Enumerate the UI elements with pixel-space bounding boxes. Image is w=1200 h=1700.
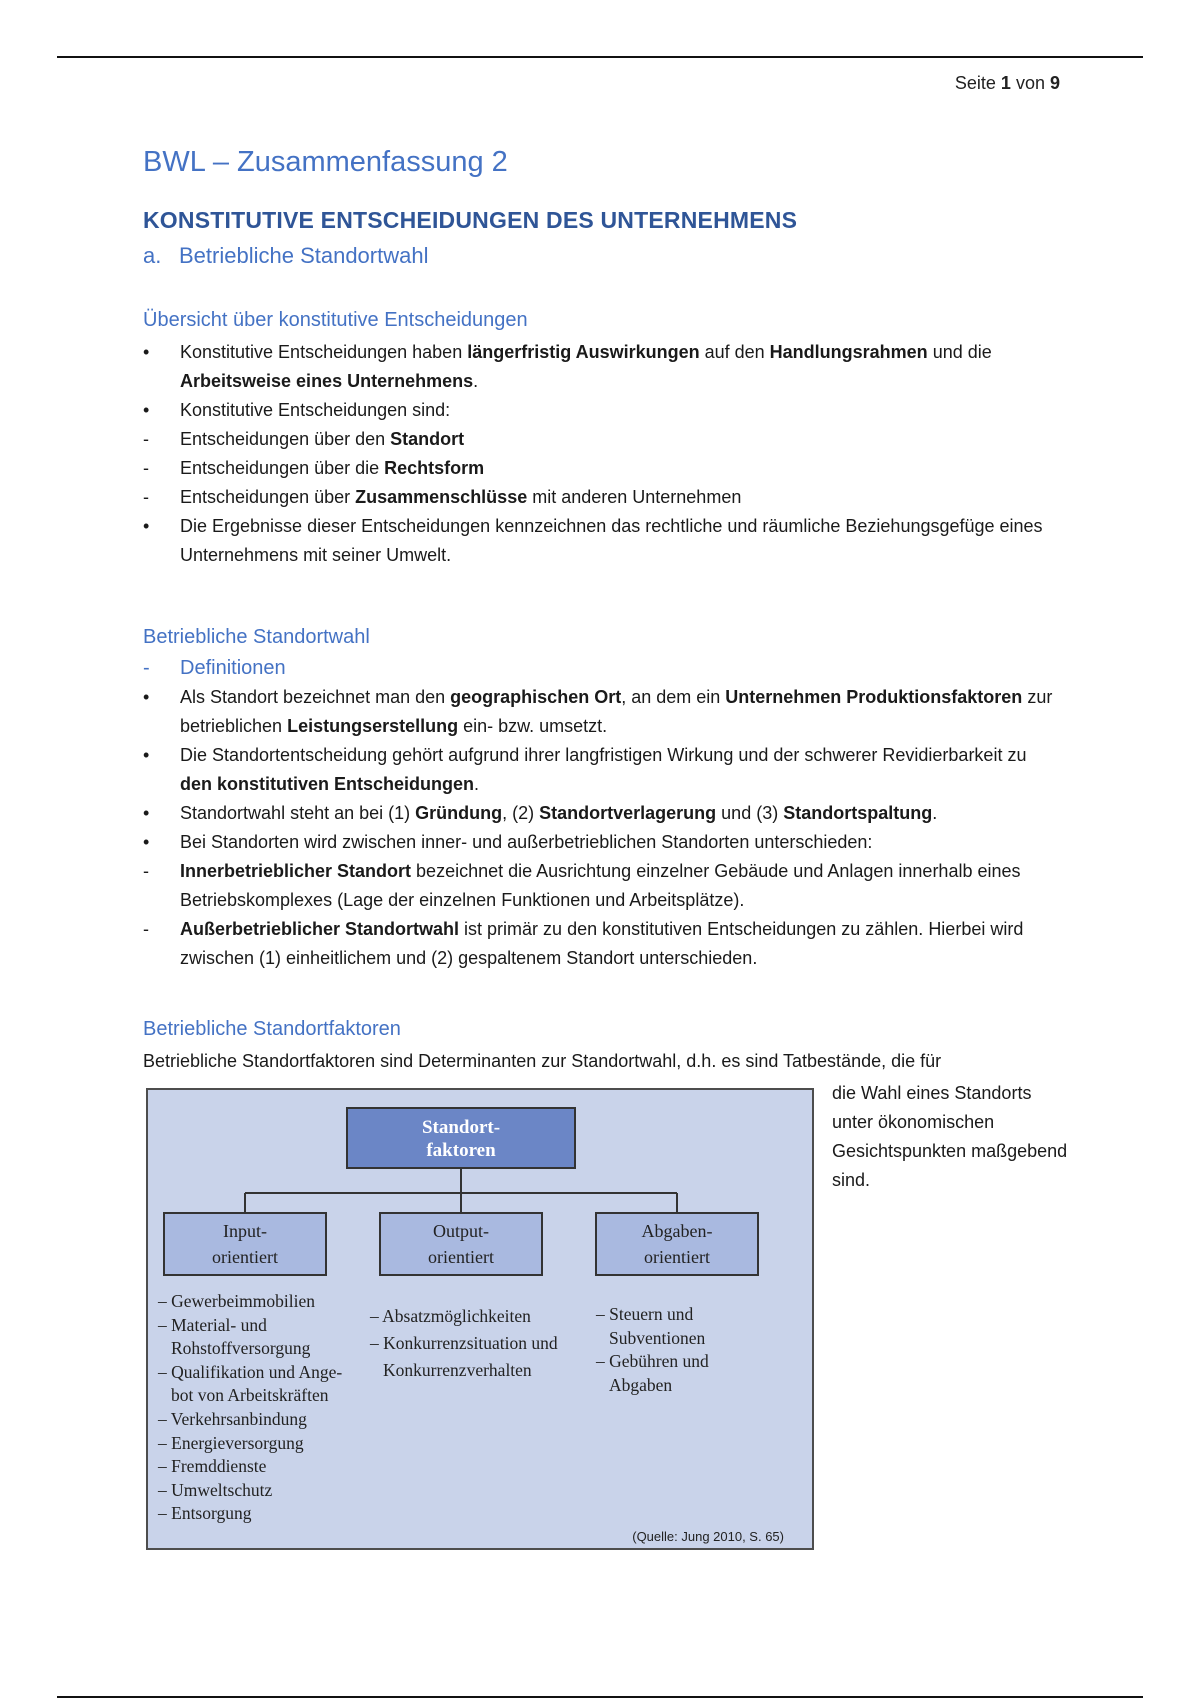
list-item	[143, 512, 1063, 570]
list-item	[143, 425, 1063, 454]
factor-line: – Energieversorgung	[158, 1432, 304, 1453]
text-run: Die Standortentscheidung gehört aufgrund ihrer langfristigen Wirkung und der schwerer Revidierbarkeit zu	[180, 745, 1027, 765]
bold-text: Handlungsrahmen	[769, 342, 928, 362]
text-run: zur betrieblichen	[180, 687, 1053, 736]
dash-marker: -	[143, 657, 150, 679]
abgaben-factors-list	[596, 1303, 709, 1397]
text-run: Konstitutive Entscheidungen haben	[180, 342, 468, 362]
box-main-line1: Standort-	[421, 1117, 501, 1138]
list-item	[143, 654, 1063, 683]
dash-marker: -	[143, 487, 149, 507]
section-standortwahl-heading: Betriebliche Standortwahl	[143, 626, 370, 648]
standortfaktoren-diagram	[146, 1088, 814, 1550]
text-run: Entscheidungen über die	[180, 458, 385, 478]
bold-text: Standortspaltung	[783, 803, 933, 823]
box-output-orientiert	[379, 1212, 543, 1276]
text-run: Die Ergebnisse dieser Entscheidungen kennzeichnen das rechtliche und räumliche Beziehungsgefüge eines Unternehmens mit seiner Umwelt.	[180, 516, 1043, 565]
list-item	[143, 454, 1063, 483]
factor-line: – Konkurrenzsituation und	[370, 1333, 558, 1353]
factor-line: Abgaben	[609, 1374, 673, 1395]
bold-text: längerfristig Auswirkungen	[467, 342, 700, 362]
list-item	[143, 741, 1063, 799]
box-standortfaktoren	[346, 1107, 576, 1169]
box-input-orientiert	[163, 1212, 327, 1276]
factor-line: bot von Arbeitskräften	[171, 1385, 329, 1406]
list-item	[143, 483, 1063, 512]
text-run: .	[932, 803, 938, 823]
box-main-line2: faktoren	[426, 1140, 496, 1161]
factor-line: – Gebühren und	[596, 1351, 709, 1372]
standortwahl-list	[143, 654, 1063, 973]
bold-text: geographischen Ort	[450, 687, 622, 707]
standortfaktoren-paragraph-line1: Betriebliche Standortfaktoren sind Determinanten zur Standortwahl, d.h. es sind Tatbestände, die für	[143, 1051, 942, 1071]
box-output-line1: Output-	[433, 1221, 489, 1241]
factor-line: – Entsorgung	[158, 1503, 252, 1524]
bold-text: Leistungserstellung	[287, 716, 459, 736]
list-item	[143, 828, 1063, 857]
bold-text: Standort	[390, 429, 465, 449]
factor-line: – Absatzmöglichkeiten	[370, 1306, 531, 1326]
list-item	[143, 683, 1063, 741]
list-item	[143, 799, 1063, 828]
box-abgaben-line1: Abgaben-	[641, 1221, 713, 1241]
list-item	[143, 338, 1063, 396]
bold-text: den konstitutiven Entscheidungen	[180, 774, 475, 794]
factor-line: – Qualifikation und Ange-	[158, 1361, 343, 1382]
factor-line: – Material- und	[158, 1314, 267, 1335]
factor-line: – Steuern und	[596, 1304, 694, 1324]
factor-line: Rohstoffversorgung	[171, 1338, 311, 1359]
bullet-marker: •	[143, 745, 150, 765]
page-label: Seite	[954, 73, 996, 93]
bold-text: Rechtsform	[384, 458, 485, 478]
box-input-line2: orientiert	[212, 1247, 278, 1267]
text-run: .	[474, 774, 480, 794]
factor-line: Subventionen	[609, 1327, 706, 1348]
text-run: Konstitutive Entscheidungen sind:	[180, 400, 451, 420]
page-current: 1	[1000, 73, 1011, 93]
text-run: mit anderen Unternehmen	[527, 487, 742, 507]
standortfaktoren-paragraph-rest: die Wahl eines Standorts unter ökonomischen Gesichtspunkten maßgebend sind.	[832, 1083, 1068, 1190]
page-total: 9	[1049, 73, 1060, 93]
text-run: Entscheidungen über den	[180, 429, 391, 449]
box-input-line1: Input-	[223, 1221, 267, 1241]
input-factors-list	[158, 1290, 342, 1526]
bold-text: Innerbetrieblicher Standort	[180, 861, 412, 881]
bullet-marker: •	[143, 832, 150, 852]
bold-text: Außerbetrieblicher Standortwahl	[180, 919, 460, 939]
page-number	[860, 73, 1060, 94]
text-run: , (2)	[502, 803, 540, 823]
text-run: Standortwahl steht an bei (1)	[180, 803, 416, 823]
bullet-marker: •	[143, 803, 150, 823]
dash-marker: -	[143, 458, 149, 478]
box-output-line2: orientiert	[428, 1247, 494, 1267]
list-item	[143, 915, 1063, 973]
bold-text: Arbeitsweise eines Unternehmens	[180, 371, 474, 391]
output-factors-list	[370, 1303, 558, 1384]
dash-marker: -	[143, 861, 149, 881]
heading-1: KONSTITUTIVE ENTSCHEIDUNGEN DES UNTERNEHMENS	[143, 207, 798, 233]
box-abgaben-line2: orientiert	[644, 1247, 710, 1267]
bold-text: Gründung	[415, 803, 503, 823]
text-run: ein- bzw. umsetzt.	[458, 716, 608, 736]
dash-marker: -	[143, 429, 149, 449]
text-run: und (3)	[716, 803, 784, 823]
section-overview-heading: Übersicht über konstitutive Entscheidungen	[143, 309, 528, 331]
section-standortfaktoren-heading: Betriebliche Standortfaktoren	[143, 1018, 401, 1040]
bold-text: Standortverlagerung	[539, 803, 717, 823]
factor-line: – Verkehrsanbindung	[158, 1408, 307, 1429]
text-run: und die	[927, 342, 992, 362]
heading-2	[143, 243, 428, 269]
bullet-marker: •	[143, 687, 150, 707]
bottom-rule	[57, 1696, 1143, 1698]
bullet-marker: •	[143, 516, 150, 536]
text-run: auf den	[699, 342, 770, 362]
bullet-marker: •	[143, 400, 150, 420]
list-item	[143, 857, 1063, 915]
heading-2-text: Betriebliche Standortwahl	[179, 243, 429, 268]
box-abgaben-orientiert	[595, 1212, 759, 1276]
text-run: ist primär zu den konstitutiven Entscheidungen zu zählen. Hierbei wird zwischen (1) einheitlichem und (2) gespaltenem Standort unterschieden.	[180, 919, 1024, 968]
factor-line: – Umweltschutz	[158, 1479, 273, 1500]
text-run: Definitionen	[180, 657, 286, 679]
dash-marker: -	[143, 919, 149, 939]
bold-text: Unternehmen Produktionsfaktoren	[725, 687, 1023, 707]
text-run: .	[473, 371, 479, 391]
top-rule	[57, 56, 1143, 58]
text-run: , an dem ein	[621, 687, 726, 707]
bold-text: Zusammenschlüsse	[355, 487, 528, 507]
text-run: Entscheidungen über	[180, 487, 356, 507]
page-label-of: von	[1015, 73, 1045, 93]
text-run: bezeichnet die Ausrichtung einzelner Gebäude und Anlagen innerhalb eines Betriebskomplexes (Lage der einzelnen Funktionen und Arbeitsplätze).	[180, 861, 1021, 910]
bullet-marker: •	[143, 342, 150, 362]
factor-line: – Gewerbeimmobilien	[158, 1291, 315, 1311]
factor-line: Konkurrenzverhalten	[383, 1360, 532, 1380]
text-run: Als Standort bezeichnet man den	[180, 687, 451, 707]
factor-line: – Fremddienste	[158, 1456, 267, 1477]
heading-2-number: a.	[143, 243, 162, 268]
overview-list	[143, 338, 1063, 570]
document-title: BWL – Zusammenfassung 2	[143, 146, 508, 178]
list-item	[143, 396, 1063, 425]
figure-source: (Quelle: Jung 2010, S. 65)	[632, 1529, 784, 1544]
text-run: Bei Standorten wird zwischen inner- und außerbetrieblichen Standorten unterschieden:	[180, 832, 873, 852]
